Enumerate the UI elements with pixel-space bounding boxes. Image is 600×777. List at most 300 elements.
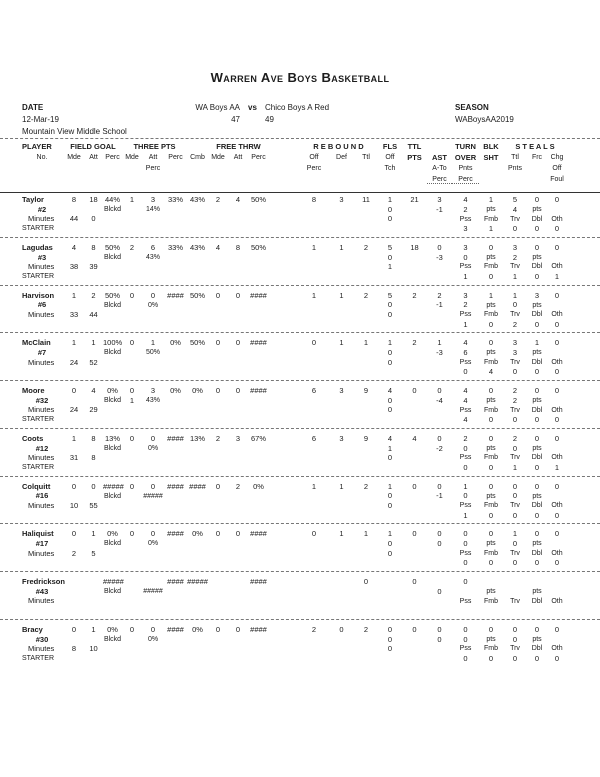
stat-cell: 0 xyxy=(534,529,540,539)
header-cell: Att xyxy=(89,154,98,161)
turnover-breakdown-label: Oth xyxy=(551,215,563,223)
steal-points-value: 3 xyxy=(512,348,518,358)
stat-cell: 0% xyxy=(192,624,203,634)
stat-cell: 50% xyxy=(250,242,266,252)
stat-cell: 0 xyxy=(554,290,560,300)
stat-cell: 0 xyxy=(554,433,560,443)
stat-cell: 1 xyxy=(387,481,393,491)
stat-cell: 1 xyxy=(71,433,77,443)
player-number: #43 xyxy=(35,586,49,596)
player-starter-row xyxy=(0,558,600,568)
stat-cell: 2 xyxy=(363,624,369,634)
header-cell: AST xyxy=(432,152,447,162)
turnover-breakdown-value: 0 xyxy=(534,558,540,568)
stat-cell: 0 xyxy=(215,529,221,539)
minutes-value: 8 xyxy=(71,644,77,654)
pts-label: pts xyxy=(486,301,496,309)
stat-cell: 0 xyxy=(412,624,417,634)
stat-cell: 1 xyxy=(387,338,393,348)
fouls-tch-value: 0 xyxy=(387,300,393,310)
stat-cell: #### xyxy=(250,577,267,587)
turnover-breakdown-label: Dbl xyxy=(531,311,543,319)
pts-label: pts xyxy=(532,635,542,643)
player-number: #16 xyxy=(35,491,49,501)
stat-cell: 1 xyxy=(339,481,344,491)
stat-cell: 0 xyxy=(437,481,442,491)
pts-label: pts xyxy=(486,253,496,261)
stat-cell: 0 xyxy=(437,529,442,539)
stat-cell: 50% xyxy=(189,338,205,348)
turnover-breakdown-label: Dbl xyxy=(531,215,543,223)
stat-cell: 4 xyxy=(71,242,77,252)
pts-label: pts xyxy=(486,397,496,405)
turnover-breakdown-value: 0 xyxy=(463,558,468,568)
stat-cell: 0 xyxy=(534,481,540,491)
turnover-breakdown-label: Dbl xyxy=(531,454,543,462)
stat-cell: 6 xyxy=(311,433,317,443)
stat-cell: 4 xyxy=(387,386,393,396)
stat-cell: 0% xyxy=(107,529,118,539)
turnover-breakdown-value: 0 xyxy=(534,415,540,425)
turnover-breakdown-value: 1 xyxy=(488,224,494,234)
minutes-value: 10 xyxy=(89,644,98,654)
stat-cell: 0 xyxy=(150,290,156,300)
stat-cell: 0 xyxy=(412,529,417,539)
turnover-breakdown-value: 1 xyxy=(463,510,468,520)
turnover-breakdown-label: Fmb xyxy=(484,311,498,319)
vs-label: vs xyxy=(248,103,257,112)
turnover-breakdown-value: 0 xyxy=(512,558,518,568)
fouls-tch-value: 0 xyxy=(387,395,393,405)
turnover-breakdown-label: Trv xyxy=(510,406,520,414)
fouls-perc-value: 0 xyxy=(387,405,393,415)
turnover-breakdown-value: 0 xyxy=(534,271,540,281)
stat-cell: 0 xyxy=(235,338,241,348)
col-fouls: FLS xyxy=(382,141,398,151)
stat-cell: 0 xyxy=(554,529,560,539)
stat-cell: 0 xyxy=(71,624,77,634)
stat-cell: 8 xyxy=(235,242,241,252)
stat-cell: #### xyxy=(250,290,267,300)
header-cell: Mde xyxy=(67,154,81,161)
stat-cell: 0 xyxy=(437,242,442,252)
turnover-breakdown-label: Dbl xyxy=(531,597,543,605)
stat-cell: 67% xyxy=(250,433,266,443)
steal-points-value: 0 xyxy=(512,491,518,501)
stat-cell: 4 xyxy=(463,338,468,348)
minutes-label: Minutes xyxy=(28,309,55,319)
turnover-breakdown-label: Pss xyxy=(459,454,472,462)
stat-cell: 0 xyxy=(129,433,135,443)
turnover-breakdown-value: 0 xyxy=(488,510,494,520)
turnover-points-value: 6 xyxy=(463,348,468,358)
stat-cell: ##### xyxy=(187,577,208,587)
turnover-breakdown-value: 0 xyxy=(534,510,540,520)
header-cell: Ttl xyxy=(362,154,370,161)
fouls-tch-value: 0 xyxy=(387,252,393,262)
stat-cell: 1 xyxy=(339,338,344,348)
minutes-value: 24 xyxy=(69,357,79,367)
stat-cell: 1 xyxy=(71,290,77,300)
table-header xyxy=(0,138,600,193)
stat-cell: 2 xyxy=(512,386,518,396)
minutes-label: Minutes xyxy=(28,500,55,510)
ast-a-to-value: -1 xyxy=(436,491,443,501)
turnover-breakdown-value: 0 xyxy=(534,367,540,377)
turnover-breakdown-value: 0 xyxy=(512,224,518,234)
pts-label: pts xyxy=(486,492,496,500)
stat-cell: 0 xyxy=(512,481,518,491)
home-score: 47 xyxy=(231,115,240,124)
pts-label: pts xyxy=(532,444,542,452)
starter-label: STARTER xyxy=(22,655,55,663)
stat-cell: 0% xyxy=(107,624,118,634)
fouls-perc-value: 0 xyxy=(387,548,393,558)
header-cell: Off xyxy=(309,154,319,161)
header-cell: Mde xyxy=(211,154,225,161)
col-turnover-1: TURN xyxy=(455,141,476,151)
header-cell: Def xyxy=(336,154,347,161)
player-name: Lagudas xyxy=(22,242,53,252)
player-stats-row xyxy=(0,434,600,444)
stat-cell: 4 xyxy=(235,195,241,205)
turnover-breakdown-label: Oth xyxy=(551,597,563,605)
stat-cell: 2 xyxy=(412,290,417,300)
turnover-breakdown-value: 0 xyxy=(463,367,468,377)
fouls-perc-value: 0 xyxy=(387,309,393,319)
stat-cell: 0 xyxy=(437,433,442,443)
stat-cell: #### xyxy=(250,624,267,634)
player-detail-row xyxy=(0,252,600,262)
stat-cell: 0 xyxy=(150,529,156,539)
turnover-points-value: 4 xyxy=(463,395,468,405)
stat-cell: 2 xyxy=(91,290,96,300)
turnover-breakdown-label: Pss xyxy=(459,311,472,319)
turnover-points-value: 0 xyxy=(463,491,468,501)
header-cell: Perc xyxy=(251,154,266,161)
player-number: #12 xyxy=(35,443,49,453)
player-number: #17 xyxy=(35,539,49,549)
header-cell: Att xyxy=(148,154,158,161)
stat-cell: 3 xyxy=(534,290,540,300)
three-att-perc-value: ##### xyxy=(143,492,163,500)
blocked-label: Blckd xyxy=(103,206,122,214)
stat-cell: 8 xyxy=(311,195,317,205)
turnover-breakdown-label: Dbl xyxy=(531,502,543,510)
minutes-label: Minutes xyxy=(28,405,55,415)
turnover-breakdown-label: Trv xyxy=(510,597,520,605)
stat-cell: 0 xyxy=(215,338,221,348)
turnover-breakdown-value: 0 xyxy=(554,415,560,425)
player-starter-row xyxy=(0,654,600,664)
header-cell: Cmb xyxy=(190,154,205,161)
player-block xyxy=(0,575,600,620)
ast-a-to-value: -1 xyxy=(436,204,443,214)
subcol-chg-foul: Foul xyxy=(550,176,564,183)
turnover-breakdown-value: 0 xyxy=(534,462,540,472)
stat-cell: 2 xyxy=(437,290,442,300)
stat-cell: 0 xyxy=(554,338,560,348)
pts-label: pts xyxy=(532,206,542,214)
header-cell: Perc xyxy=(168,154,183,161)
turnover-breakdown-label: Fmb xyxy=(484,215,498,223)
stat-cell: 1 xyxy=(363,529,369,539)
turnover-breakdown-value: 0 xyxy=(534,319,540,329)
turnover-breakdown-label: Oth xyxy=(551,358,563,366)
player-minutes-row xyxy=(0,358,600,368)
stat-cell: 4 xyxy=(215,242,221,252)
minutes-value: 33 xyxy=(69,309,79,319)
turnover-breakdown-value: 4 xyxy=(463,415,468,425)
minutes-value: 31 xyxy=(69,453,79,463)
player-number: #6 xyxy=(37,300,47,310)
player-starter-row xyxy=(0,367,600,377)
minutes-value: 2 xyxy=(71,548,77,558)
stat-cell: 2 xyxy=(412,338,417,348)
turnover-breakdown-label: Pss xyxy=(459,502,472,510)
pts-label: pts xyxy=(486,540,496,548)
player-name: Haliquist xyxy=(22,529,54,539)
stat-cell: 1 xyxy=(71,338,77,348)
steal-points-value: 0 xyxy=(512,443,518,453)
col-total: TTL xyxy=(407,141,422,151)
stat-cell: 3 xyxy=(463,242,468,252)
player-stats-row xyxy=(0,338,600,348)
player-block xyxy=(0,384,600,429)
stat-cell: ##### xyxy=(103,481,124,491)
stat-cell: 4 xyxy=(463,386,468,396)
stat-cell: 1 xyxy=(311,290,317,300)
stat-cell: 3 xyxy=(512,338,518,348)
stat-cell: 43% xyxy=(189,195,205,205)
stat-cell: 0 xyxy=(534,386,540,396)
stat-cell: 0 xyxy=(437,386,442,396)
subcol-reb-off-perc: Perc xyxy=(306,165,322,172)
stat-cell: 1 xyxy=(534,338,540,348)
col-three-pts: THREE PTS xyxy=(133,141,176,151)
stat-cell: 0 xyxy=(215,386,221,396)
minutes-label: Minutes xyxy=(28,262,55,272)
stat-cell: 3 xyxy=(339,386,344,396)
turnover-breakdown-value: 0 xyxy=(512,415,518,425)
stat-cell: 0 xyxy=(463,624,468,634)
player-minutes-row xyxy=(0,214,600,224)
stat-cell: 0 xyxy=(387,624,393,634)
turnover-breakdown-label: Fmb xyxy=(484,597,498,605)
stat-cell: 0 xyxy=(554,624,560,634)
player-name: Taylor xyxy=(22,195,44,205)
turnover-breakdown-label: Oth xyxy=(551,263,563,271)
player-block xyxy=(0,527,600,572)
col-steals: S T E A L S xyxy=(515,141,555,151)
starter-label: STARTER xyxy=(22,273,55,281)
pts-label: pts xyxy=(532,397,542,405)
pts-label: pts xyxy=(486,444,496,452)
starter-label: STARTER xyxy=(22,464,55,472)
pts-label: pts xyxy=(532,349,542,357)
player-number: #7 xyxy=(37,348,47,358)
stat-cell: 33% xyxy=(167,242,183,252)
stat-cell: 2 xyxy=(363,290,369,300)
stat-cell: 0 xyxy=(235,386,241,396)
stat-cell: 0 xyxy=(488,338,494,348)
player-block xyxy=(0,623,600,667)
turnover-breakdown-value: 0 xyxy=(488,415,494,425)
stat-cell: 13% xyxy=(104,433,120,443)
stat-cell: 2 xyxy=(363,481,369,491)
stat-cell: 0 xyxy=(129,290,135,300)
player-block xyxy=(0,480,600,525)
turnover-breakdown-label: Dbl xyxy=(531,549,543,557)
subcol-fouls-tch: Tch xyxy=(384,165,396,172)
stat-cell: 0 xyxy=(129,529,135,539)
stat-cell: 0 xyxy=(215,624,221,634)
turnover-points-value: 0 xyxy=(463,443,468,453)
fouls-tch-value: 0 xyxy=(387,634,393,644)
stat-cell: 50% xyxy=(250,195,266,205)
stat-cell: 6 xyxy=(150,242,156,252)
player-detail-row xyxy=(0,348,600,358)
turnover-breakdown-value: 0 xyxy=(554,224,560,234)
turnover-breakdown-value: 0 xyxy=(534,653,540,663)
col-free-throw: FREE THRW xyxy=(216,141,261,151)
player-detail-row xyxy=(0,300,600,310)
turnover-breakdown-label: Trv xyxy=(510,311,520,319)
turnover-breakdown-value: 0 xyxy=(512,367,518,377)
ast-a-to-value: -3 xyxy=(436,348,443,358)
stat-cell: 5 xyxy=(512,195,518,205)
fouls-perc-value: 0 xyxy=(387,453,393,463)
stat-cell: 0 xyxy=(311,338,317,348)
player-stats-row xyxy=(0,291,600,301)
player-starter-row xyxy=(0,272,600,282)
stat-cell: 1 xyxy=(339,529,344,539)
turnover-breakdown-label: Fmb xyxy=(484,645,498,653)
pts-label: pts xyxy=(532,588,542,596)
player-name: McClain xyxy=(22,338,51,348)
player-detail-row xyxy=(0,443,600,453)
player-stats-row xyxy=(0,529,600,539)
minutes-value: 0 xyxy=(91,214,96,224)
header-cell: Ttl xyxy=(511,154,519,161)
minutes-label: Minutes xyxy=(28,357,55,367)
player-minutes-row xyxy=(0,262,600,272)
stat-cell: 0 xyxy=(412,386,417,396)
steal-points-value: 0 xyxy=(512,300,518,310)
venue: Mountain View Middle School xyxy=(22,127,127,136)
ast-a-to-value: -1 xyxy=(436,300,443,310)
header-cell: PTS xyxy=(407,152,422,162)
pts-label: pts xyxy=(532,492,542,500)
stat-cell: 0 xyxy=(363,577,369,587)
stat-cell: 1 xyxy=(387,529,393,539)
stat-cell: 1 xyxy=(387,195,393,205)
stat-cell: 0 xyxy=(339,624,344,634)
stat-cell: 0 xyxy=(311,529,317,539)
three-att-perc-value: 43% xyxy=(145,253,160,261)
three-att-perc-value: 0% xyxy=(147,301,159,309)
pts-label: pts xyxy=(486,635,496,643)
turnover-breakdown-label: Oth xyxy=(551,502,563,510)
ast-a-to-value: 0 xyxy=(437,634,442,644)
stat-cell: 2 xyxy=(311,624,317,634)
stat-cell: 0 xyxy=(554,242,560,252)
player-number: #3 xyxy=(37,252,47,262)
away-score: 49 xyxy=(265,115,274,124)
players-table xyxy=(0,193,600,667)
stat-cell: 0 xyxy=(71,481,77,491)
turnover-breakdown-label: Pss xyxy=(459,215,472,223)
header-cell: Mde xyxy=(125,154,139,161)
three-att-perc-value: 43% xyxy=(145,397,160,405)
turnover-breakdown-label: Fmb xyxy=(484,454,498,462)
header-cell: Chg xyxy=(550,154,564,161)
subcol-stl-pnts: Pnts xyxy=(507,165,522,172)
stat-cell: 18 xyxy=(410,242,419,252)
player-detail-row xyxy=(0,539,600,549)
header-cell: SHT xyxy=(483,152,499,162)
stat-cell: 0 xyxy=(534,433,540,443)
minutes-value: 29 xyxy=(89,405,98,415)
turnover-breakdown-value: 0 xyxy=(554,510,560,520)
turnover-breakdown-value: 1 xyxy=(512,271,518,281)
fouls-tch-value: 0 xyxy=(387,204,393,214)
turnover-breakdown-value: 0 xyxy=(488,653,494,663)
fouls-perc-value: 0 xyxy=(387,644,393,654)
stat-cell: 1 xyxy=(339,242,344,252)
turnover-breakdown-label: Pss xyxy=(459,597,472,605)
stat-cell: #### xyxy=(189,481,206,491)
stat-cell: 0 xyxy=(150,433,156,443)
turnover-breakdown-value: 1 xyxy=(554,462,560,472)
turnover-points-value: 0 xyxy=(463,539,468,549)
stat-cell: 0 xyxy=(412,577,417,587)
ast-a-to-value: 0 xyxy=(437,586,442,596)
player-number: #2 xyxy=(37,204,47,214)
turnover-breakdown-label: Pss xyxy=(459,358,472,366)
header-row-3 xyxy=(0,163,600,174)
stat-cell: 0 xyxy=(488,624,494,634)
page-title: Warren Ave Boys Basketball xyxy=(210,70,390,85)
starter-label: STARTER xyxy=(22,225,55,233)
stat-cell: 8 xyxy=(91,242,96,252)
fouls-perc-value: 0 xyxy=(387,500,393,510)
player-starter-row xyxy=(0,415,600,425)
player-detail-row xyxy=(0,491,600,501)
stat-cell: 6 xyxy=(311,386,317,396)
starter-label: STARTER xyxy=(22,416,55,424)
stat-cell: 4 xyxy=(412,433,417,443)
stat-cell: 0 xyxy=(534,242,540,252)
player-name: Moore xyxy=(22,386,45,396)
stat-cell: 0 xyxy=(554,386,560,396)
player-starter-row xyxy=(0,606,600,616)
stat-cell: 1 xyxy=(463,481,468,491)
turnover-breakdown-value: 0 xyxy=(463,462,468,472)
fouls-tch-value: 0 xyxy=(387,539,393,549)
turnover-breakdown-value: 3 xyxy=(463,224,468,234)
player-block xyxy=(0,336,600,381)
stat-cell: 0 xyxy=(488,386,494,396)
stat-cell: 1 xyxy=(129,195,135,205)
turnover-breakdown-value: 0 xyxy=(554,653,560,663)
stat-cell: 5 xyxy=(387,242,393,252)
player-stats-row xyxy=(0,195,600,205)
ast-a-to-value: -4 xyxy=(436,395,443,405)
three-att-perc-value: 50% xyxy=(145,349,160,357)
turnover-breakdown-value: 1 xyxy=(463,271,468,281)
stat-cell: 33% xyxy=(167,195,183,205)
